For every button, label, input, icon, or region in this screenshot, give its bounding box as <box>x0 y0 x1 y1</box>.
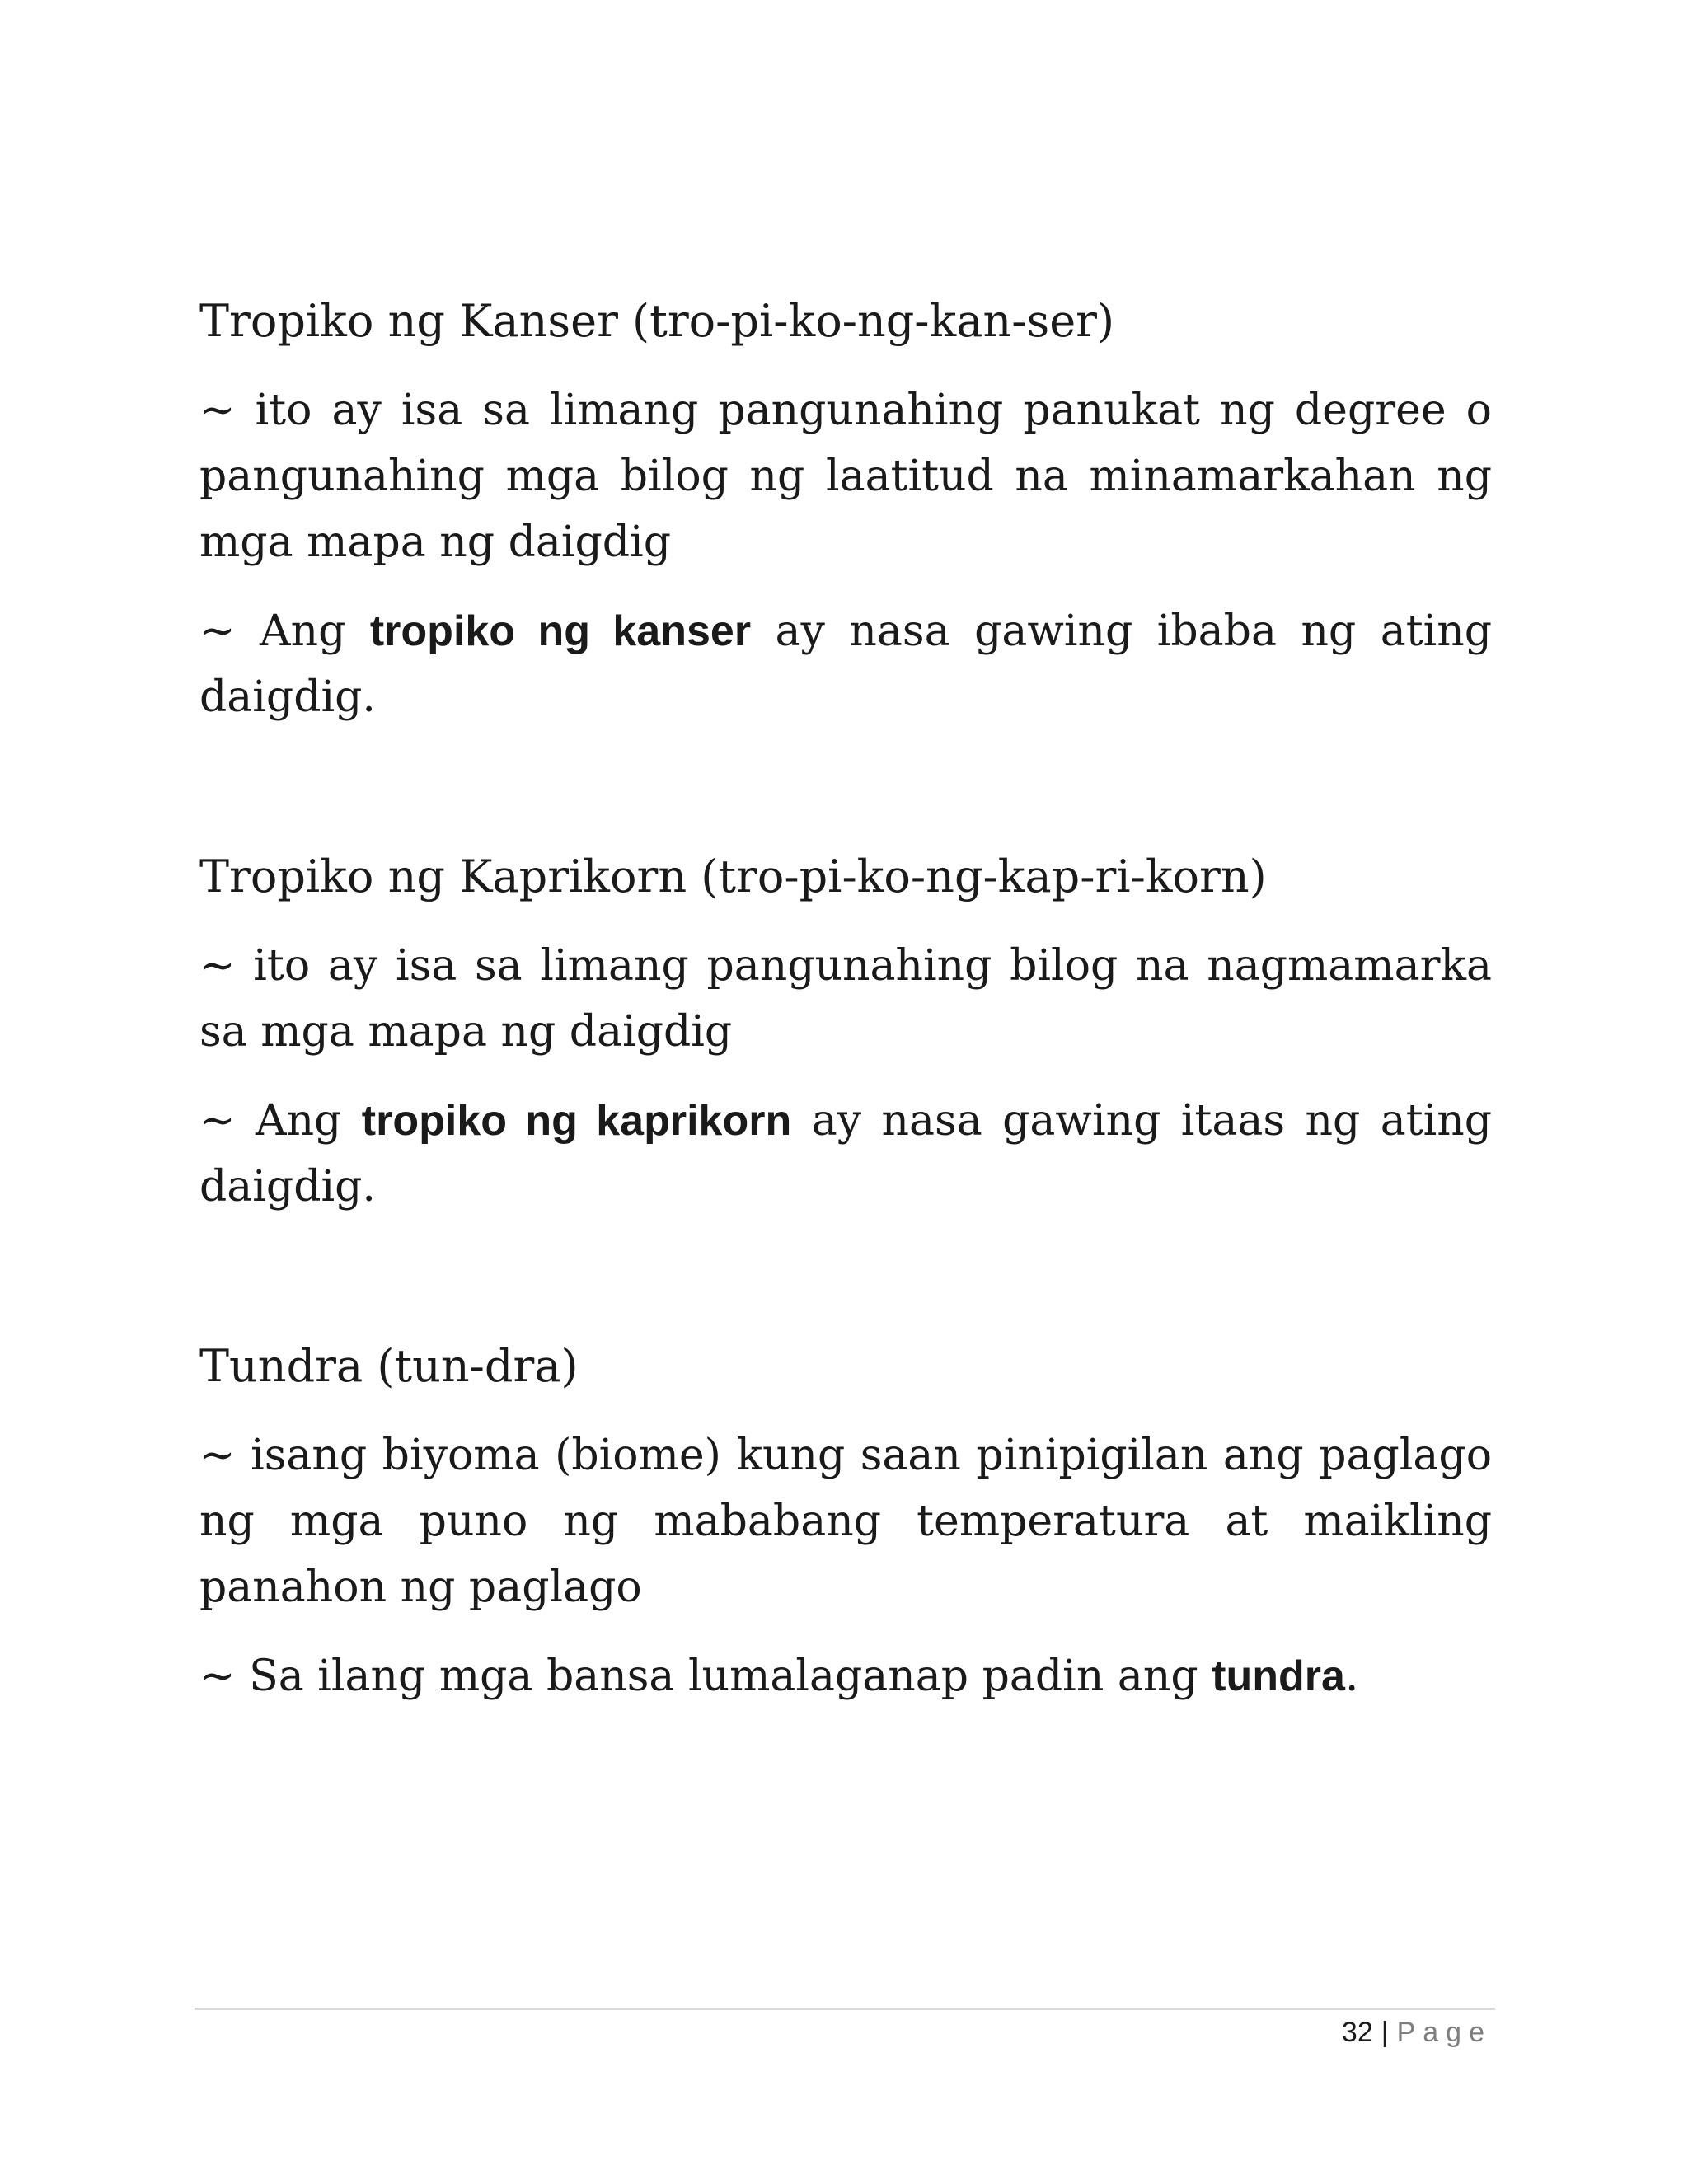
term-definition: ~ isang biyoma (biome) kung saan pinipigilan ang paglago ng mga puno ng mababang temperatura at maikling panahon ng paglago <box>199 1431 1492 1612</box>
example-bold-term: tropiko ng kanser <box>369 607 752 655</box>
example-prefix: ~ Ang <box>199 1096 362 1146</box>
page-footer <box>1342 2011 1492 2054</box>
footer-separator: | <box>1381 2017 1389 2048</box>
glossary-entry-tropiko-ng-kanser <box>199 288 1492 730</box>
example-prefix: ~ Sa ilang mga bansa lumalaganap padin ang <box>199 1652 1212 1701</box>
entry-spacer <box>199 753 1492 844</box>
page-label: Page <box>1396 2017 1492 2048</box>
term-example <box>199 598 1492 730</box>
term-definition: ~ ito ay isa sa limang pangunahing panukat ng degree o pangunahing mga bilog ng laatitud na minamarkahan ng mga mapa ng daigdig <box>199 386 1492 567</box>
footer-divider <box>195 2008 1495 2010</box>
term-example <box>199 1088 1492 1220</box>
glossary-entry-tropiko-ng-kaprikorn <box>199 844 1492 1220</box>
page-number: 32 <box>1341 2017 1373 2048</box>
term-heading: Tropiko ng Kanser (tro-pi-ko-ng-kan-ser) <box>199 295 1115 347</box>
entry-spacer <box>199 1243 1492 1333</box>
example-suffix: ay nasa gawing ibaba ng ating daigdig. <box>199 607 1493 722</box>
term-definition: ~ ito ay isa sa limang pangunahing bilog na nagmamarka sa mga mapa ng daigdig <box>199 941 1492 1057</box>
term-heading: Tundra (tun-dra) <box>199 1340 579 1392</box>
example-suffix: . <box>1344 1652 1359 1701</box>
example-bold-term: tropiko ng kaprikorn <box>361 1097 792 1145</box>
example-bold-term: tundra <box>1212 1652 1345 1700</box>
glossary-entry-tundra <box>199 1333 1492 1709</box>
page-content <box>199 288 1492 1732</box>
example-prefix: ~ Ang <box>199 607 370 656</box>
term-example <box>199 1643 1492 1709</box>
example-suffix: ay nasa gawing itaas ng ating daigdig. <box>199 1096 1492 1212</box>
term-heading: Tropiko ng Kaprikorn (tro-pi-ko-ng-kap-ri-korn) <box>199 851 1267 902</box>
